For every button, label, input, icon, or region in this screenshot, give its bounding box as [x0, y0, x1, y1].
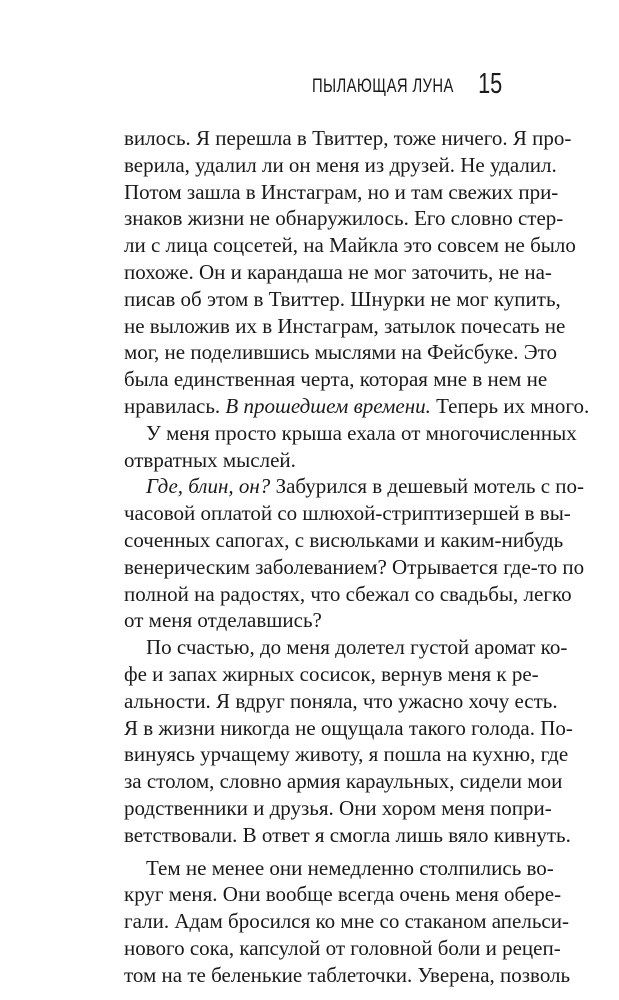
text-line: знаков жизни не обнаружилось. Его словно стер- — [124, 206, 564, 231]
text-line: альности. Я вдруг поняла, что ужасно хочу есть. — [124, 688, 558, 713]
text-line: вилось. Я перешла в Твиттер, тоже ничего. Я про- — [124, 126, 572, 150]
text-line: Я в жизни никогда не ощущала такого голода. По- — [124, 715, 573, 740]
text-line: Потом зашла в Инстаграм, но и там свежих при- — [124, 179, 559, 204]
text-line: гали. Адам бросился ко мне со стаканом апельси- — [124, 909, 569, 934]
text-line: за столом, словно армия караульных, сидели мои — [124, 769, 563, 794]
text-line: писав об этом в Твиттер. Шнурки не мог купить, — [124, 286, 561, 311]
text-line: верила, удалил ли он меня из друзей. Не удалил. — [124, 152, 557, 177]
paragraph — [124, 125, 590, 420]
text-line: круг меня. Они вообще всегда очень меня обере- — [124, 882, 562, 907]
running-title: ПЫЛАЮЩАЯ ЛУНА — [312, 76, 454, 97]
text-line-mixed — [124, 473, 585, 500]
text-line: ли с лица соцсетей, на Майкла это совсем не было — [124, 233, 576, 258]
text-line: том на те беленькие таблеточки. Уверена, позволь — [124, 962, 571, 987]
text-line: часовой оплатой со шлюхой-стриптизершей в вы- — [124, 501, 571, 526]
page-header — [110, 68, 502, 104]
text-line: родственники и друзья. Они хором меня попри- — [124, 795, 552, 820]
text-line: У меня просто крыша ехала от многочисленных — [146, 420, 577, 445]
text-line: ветствовали. В ответ я смогла лишь вяло кивнуть. — [124, 822, 571, 847]
text-segment: нравилась. — [124, 393, 226, 418]
text-line: соченных сапогах, с висюльками и каким-нибудь — [124, 527, 564, 552]
italic-phrase: Где, блин, он? — [146, 474, 271, 499]
paragraph — [124, 473, 585, 634]
text-line: отвратных мыслей. — [124, 447, 296, 472]
text-segment: Теперь их много. — [430, 393, 590, 418]
paragraph — [124, 420, 577, 474]
italic-phrase: В прошедшем времени. — [225, 393, 431, 418]
text-line-mixed — [124, 393, 590, 420]
text-line: фе и запах жирных сосисок, вернув меня к ре- — [124, 661, 539, 686]
text-line: нового сока, капсулой от головной боли и рецеп- — [124, 935, 561, 960]
text-line: от меня отделавшись? — [124, 608, 322, 633]
text-line: мог, не поделившись мыслями на Фейсбуке. Это — [124, 340, 557, 365]
text-line: не выложив их в Инстаграм, затылок почесать не — [124, 313, 566, 338]
body-text — [124, 125, 590, 989]
text-line: была единственная черта, которая мне в нем не — [124, 367, 548, 392]
text-line: Тем не менее они немедленно столпились во- — [146, 855, 554, 880]
text-line: похоже. Он и карандаша не мог заточить, не на- — [124, 259, 552, 284]
paragraph — [124, 855, 571, 989]
text-line: венерическим заболеванием? Отрывается где-то по — [124, 554, 585, 579]
text-segment: Забурился в дешевый мотель с по- — [270, 474, 585, 499]
text-line: винуясь урчащему животу, я пошла на кухню, где — [124, 742, 569, 767]
text-line: полной на радостях, что сбежал со свадьбы, легко — [124, 581, 572, 606]
page-number: 15 — [477, 68, 502, 100]
text-line: По счастью, до меня долетел густой аромат ко- — [146, 635, 568, 660]
paragraph — [124, 634, 573, 848]
